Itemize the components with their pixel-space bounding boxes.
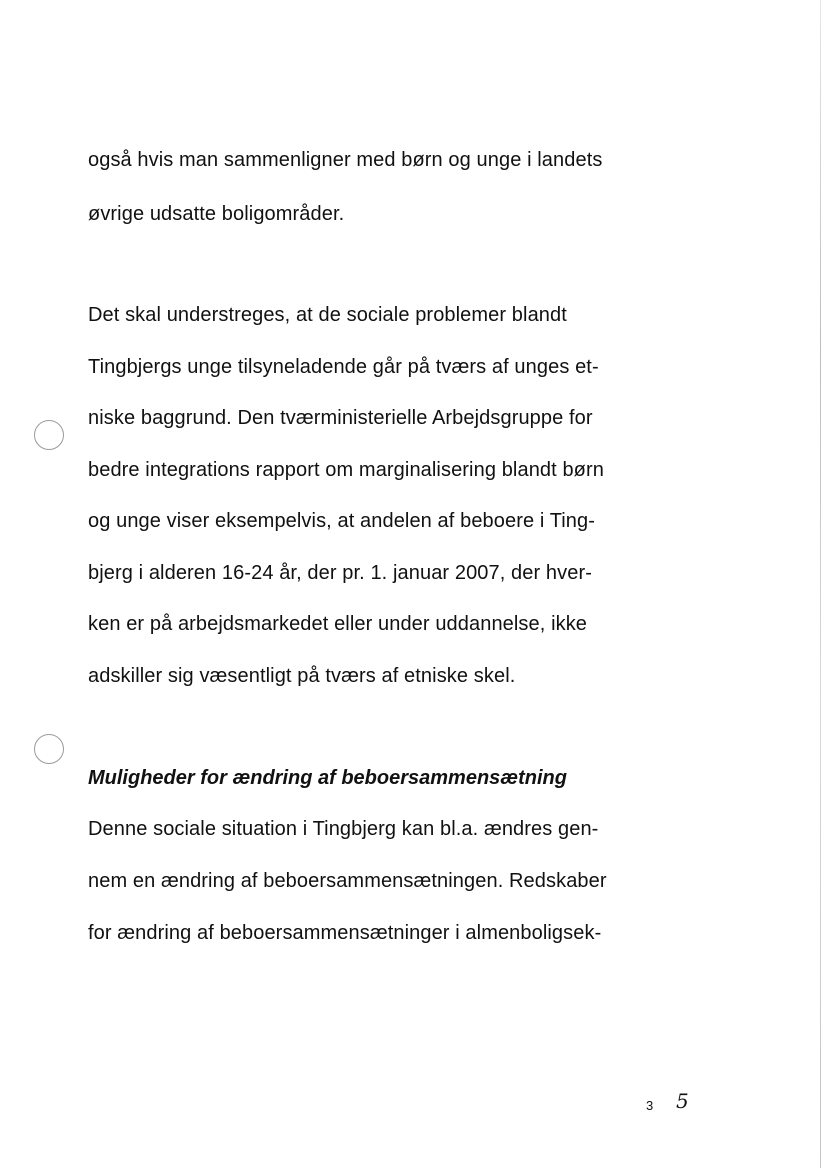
page-number: 3 [646,1098,654,1113]
handwritten-page-mark: 5 [676,1089,689,1113]
section-heading: Muligheder for ændring af beboersammensætning [88,767,567,789]
scan-edge-line [820,0,821,1168]
paragraph-line: øvrige udsatte boligområder. [88,203,345,225]
paragraph-line: bjerg i alderen 16-24 år, der pr. 1. januar 2007, der hver- [88,562,592,584]
paragraph-line: ken er på arbejdsmarkedet eller under uddannelse, ikke [88,613,588,635]
paragraph-line: og unge viser eksempelvis, at andelen af beboere i Ting- [88,510,596,532]
paragraph-line: bedre integrations rapport om marginalisering blandt børn [88,459,604,481]
paragraph-line: Det skal understreges, at de sociale problemer blandt [88,304,567,326]
paragraph-line: nem en ændring af beboersammensætningen. Redskaber [88,870,607,892]
punch-hole-icon [34,420,64,450]
paragraph-line: for ændring af beboersammensætninger i almenboligsek- [88,922,602,944]
paragraph-line: adskiller sig væsentligt på tværs af etniske skel. [88,665,516,687]
paragraph-line: Tingbjergs unge tilsyneladende går på tværs af unges et- [88,356,599,378]
paragraph-line: også hvis man sammenligner med børn og unge i landets [88,149,603,171]
paragraph-line: niske baggrund. Den tværministerielle Arbejdsgruppe for [88,407,593,429]
paragraph-line: Denne sociale situation i Tingbjerg kan bl.a. ændres gen- [88,818,599,840]
punch-hole-icon [34,734,64,764]
